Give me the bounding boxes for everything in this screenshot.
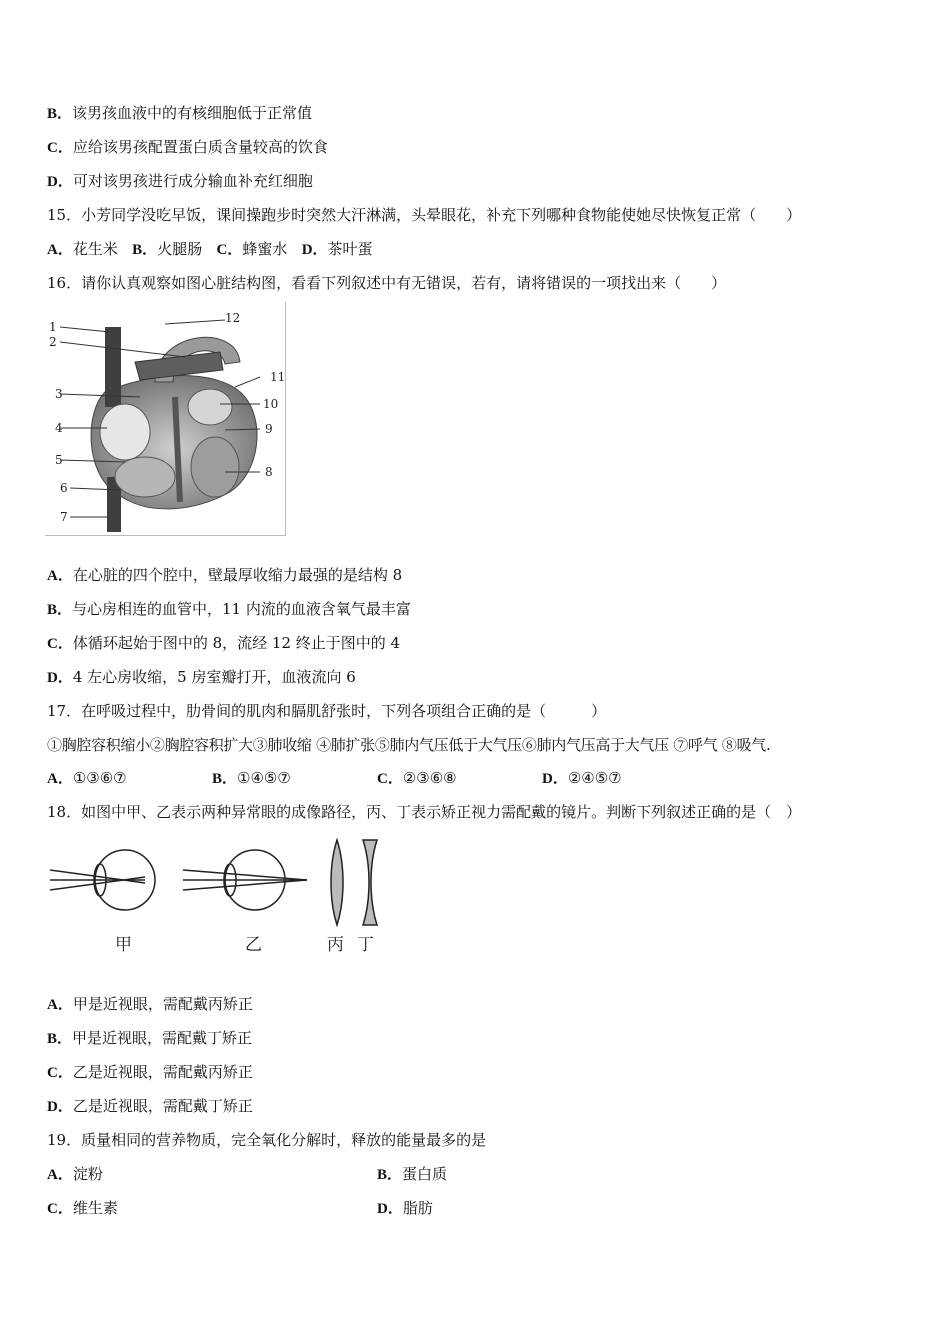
q17-option-d: D．②④⑤⑦ [542, 769, 622, 787]
q18-option-d: D．乙是近视眼，需配戴丁矫正 [47, 1097, 253, 1115]
q17-items: ①胸腔容积缩小②胸腔容积扩大③肺收缩 ④肺扩张⑤肺内气压低于大气压⑥肺内气压高于大气压 ⑦呼气 ⑧吸气. [47, 736, 771, 754]
heart-label-7: 7 [60, 510, 68, 524]
left-ventricle [191, 437, 239, 497]
eye-label-jia: 甲 [115, 935, 132, 955]
q14-option-c: C．应给该男孩配置蛋白质含量较高的饮食 [47, 138, 328, 156]
eye-lens-figure [45, 835, 395, 960]
q19-option-a: A．淀粉 [47, 1165, 103, 1183]
eye-yi [183, 850, 307, 910]
q18-stem: 18．如图中甲、乙表示两种异常眼的成像路径，丙、丁表示矫正视力需配戴的镜片。判断下列叙述正确的是（ ） [47, 803, 802, 821]
q17-option-a: A．①③⑥⑦ [47, 769, 127, 787]
lens-label-ding: 丁 [357, 935, 374, 955]
eye-label-yi: 乙 [245, 935, 262, 955]
q16-option-c: C．体循环起始于图中的 8，流经 12 终止于图中的 4 [47, 634, 401, 652]
q16-option-b: B．与心房相连的血管中，11 内流的血液含氧气最丰富 [47, 600, 411, 618]
q19-option-b: B．蛋白质 [377, 1165, 448, 1183]
heart-label-3: 3 [55, 387, 63, 401]
right-ventricle [115, 457, 175, 497]
left-atrium [188, 389, 232, 425]
convex-lens-bing [331, 840, 343, 925]
heart-structure-figure [45, 302, 286, 536]
heart-label-4: 4 [55, 421, 63, 435]
q14-option-b: B．该男孩血液中的有核细胞低于正常值 [47, 104, 313, 122]
q16-option-d: D．4 左心房收缩，5 房室瓣打开，血液流向 6 [47, 668, 356, 686]
superior-vena-cava [105, 327, 121, 407]
q18-option-c: C．乙是近视眼，需配戴丙矫正 [47, 1063, 253, 1081]
q18-option-b: B．甲是近视眼，需配戴丁矫正 [47, 1029, 253, 1047]
q16-stem: 16．请你认真观察如图心脏结构图，看看下列叙述中有无错误，若有，请将错误的一项找出来（ ） [47, 274, 727, 292]
heart-label-9: 9 [265, 422, 273, 436]
lens-label-bing: 丙 [327, 935, 344, 955]
heart-label-6: 6 [60, 481, 68, 495]
eye-jia [50, 850, 155, 910]
q17-option-c: C．②③⑥⑧ [377, 769, 457, 787]
q14-option-d: D．可对该男孩进行成分输血补充红细胞 [47, 172, 313, 190]
eye-diagram [45, 835, 395, 960]
q15-stem: 15．小芳同学没吃早饭，课间操跑步时突然大汗淋满，头晕眼花，补充下列哪种食物能使她尽快恢复正常（ ） [47, 206, 802, 224]
q17-stem: 17．在呼吸过程中，肋骨间的肌肉和膈肌舒张时，下列各项组合正确的是（ ） [47, 702, 607, 720]
q19-option-d: D．脂肪 [377, 1199, 433, 1217]
q19-option-c: C．维生素 [47, 1199, 118, 1217]
concave-lens-ding [363, 840, 377, 925]
heart-label-8: 8 [265, 465, 273, 479]
heart-label-12: 12 [225, 311, 241, 325]
q16-option-a: A．在心脏的四个腔中，壁最厚收缩力最强的是结构 8 [47, 566, 403, 584]
heart-label-1: 1 [49, 320, 57, 334]
heart-label-2: 2 [49, 335, 57, 349]
q18-option-a: A．甲是近视眼，需配戴丙矫正 [47, 995, 253, 1013]
heart-diagram [45, 302, 285, 535]
heart-label-11: 11 [270, 370, 285, 384]
q19-stem: 19．质量相同的营养物质，完全氧化分解时，释放的能量最多的是 [47, 1131, 487, 1149]
right-atrium [100, 404, 150, 460]
q15-options: A．花生米 B．火腿肠 C．蜂蜜水 D．茶叶蛋 [47, 240, 373, 258]
heart-label-10: 10 [263, 397, 279, 411]
q17-option-b: B．①④⑤⑦ [212, 769, 291, 787]
heart-label-5: 5 [55, 453, 63, 467]
